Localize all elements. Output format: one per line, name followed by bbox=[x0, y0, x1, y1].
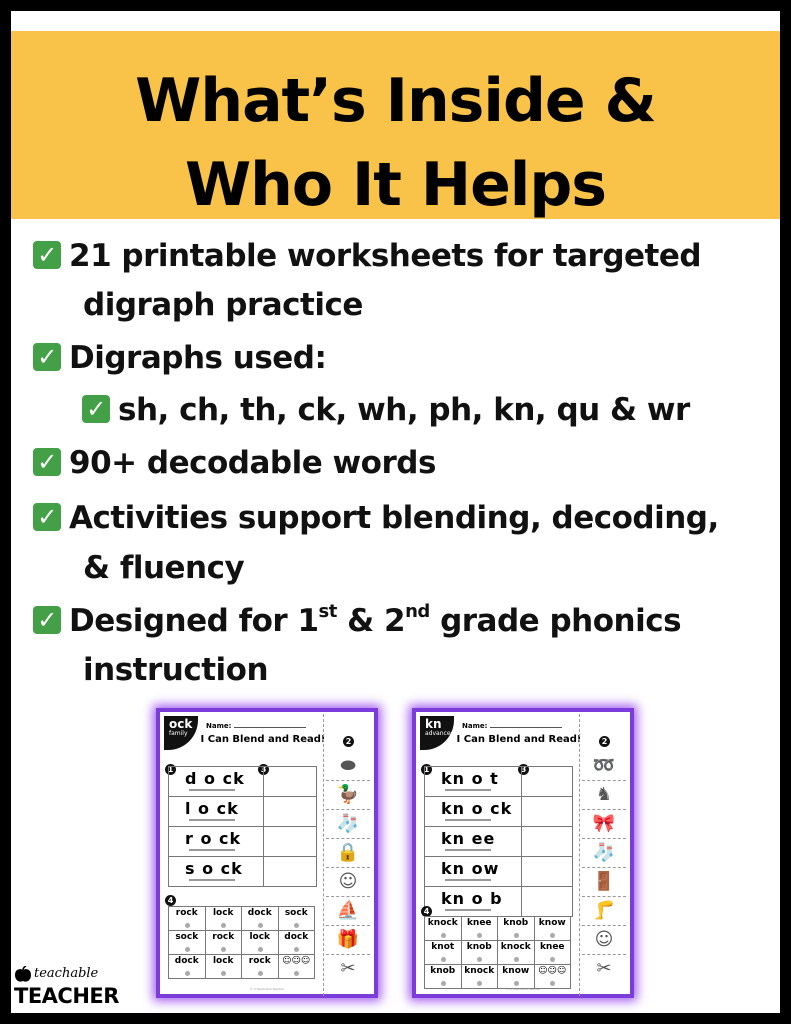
sock-icon: 🧦 bbox=[582, 839, 626, 868]
grid-dot bbox=[441, 957, 446, 962]
worksheet-title: I Can Blend and Read! bbox=[456, 734, 582, 745]
grid-dot bbox=[258, 923, 263, 928]
duck-icon: 🦆 bbox=[326, 781, 370, 810]
grid-dot bbox=[550, 981, 555, 986]
grid-dot bbox=[550, 933, 555, 938]
fluency-grid bbox=[168, 906, 315, 979]
step-2-marker: 2 bbox=[343, 736, 354, 747]
directions-text bbox=[424, 748, 584, 756]
blend-word: r o ck bbox=[185, 829, 242, 848]
green-checkmark-icon: ✓ bbox=[33, 241, 61, 269]
bullet-5-text-c: grade phonics bbox=[429, 603, 682, 639]
bullet-5 bbox=[33, 603, 681, 639]
family-badge bbox=[164, 716, 198, 750]
grid-cell: dock bbox=[242, 907, 279, 931]
cut-line bbox=[323, 714, 324, 996]
grid-dot bbox=[294, 947, 299, 952]
green-checkmark-icon: ✓ bbox=[33, 448, 61, 476]
blend-row bbox=[425, 887, 572, 916]
title-line-2: Who It Helps bbox=[184, 150, 607, 220]
grid-dot bbox=[221, 971, 226, 976]
blend-row bbox=[425, 797, 572, 827]
badge-sub-label: advanced bbox=[425, 730, 455, 737]
picture-column bbox=[582, 752, 626, 983]
grid-dot bbox=[258, 971, 263, 976]
gift-icon: 🎁 bbox=[326, 926, 370, 955]
grid-dot bbox=[221, 947, 226, 952]
blend-row bbox=[169, 797, 316, 827]
bullet-2 bbox=[33, 340, 326, 376]
grid-cell: rock bbox=[242, 955, 279, 979]
grid-dot bbox=[477, 933, 482, 938]
badge-label: kn bbox=[425, 717, 442, 731]
person-icon: ☺ bbox=[582, 926, 626, 955]
blend-word: l o ck bbox=[185, 799, 239, 818]
bullet-5-text-a: Designed for 1 bbox=[69, 603, 319, 639]
knee-icon: 🦵 bbox=[582, 897, 626, 926]
blend-row bbox=[425, 857, 572, 887]
logo-small-text: teachable bbox=[34, 966, 99, 981]
title-banner bbox=[11, 31, 780, 219]
grid-cell: knot bbox=[425, 941, 462, 965]
step-1-marker: 1 bbox=[165, 764, 176, 775]
grid-dot bbox=[514, 957, 519, 962]
person-icon: ☺ bbox=[326, 868, 370, 897]
blend-word: kn o ck bbox=[441, 799, 513, 818]
grid-cell: knob bbox=[425, 965, 462, 989]
sock-icon: 🧦 bbox=[326, 810, 370, 839]
name-field bbox=[462, 722, 562, 730]
bullet-5-text-b: & 2 bbox=[336, 603, 406, 639]
name-label: Name: bbox=[206, 722, 232, 730]
step-1-marker: 1 bbox=[421, 764, 432, 775]
grid-cell: know bbox=[498, 965, 535, 989]
grid-dot bbox=[441, 981, 446, 986]
fluency-grid bbox=[424, 916, 571, 989]
grid-cell: knee bbox=[534, 941, 571, 965]
grid-cell: knee bbox=[461, 917, 498, 941]
grid-cell: ☺☺☺ bbox=[278, 955, 315, 979]
worksheet-preview-ock bbox=[156, 708, 378, 998]
step-4-marker: 4 bbox=[165, 895, 176, 906]
bullet-5-sup-2: nd bbox=[405, 601, 430, 622]
blend-word: kn ow bbox=[441, 859, 500, 878]
blend-word: d o ck bbox=[185, 769, 245, 788]
worksheet-footer: © A Teachable Teacher bbox=[505, 987, 541, 991]
grid-cell: sock bbox=[169, 931, 206, 955]
grid-cell: knock bbox=[461, 965, 498, 989]
grid-dot bbox=[514, 981, 519, 986]
grid-dot bbox=[550, 957, 555, 962]
blend-table bbox=[424, 766, 573, 917]
scissors-icon: ✂ bbox=[596, 958, 612, 979]
bullet-2-sub-text: sh, ch, th, ck, wh, ph, kn, qu & wr bbox=[118, 392, 690, 428]
green-checkmark-icon: ✓ bbox=[82, 395, 110, 423]
grid-dot bbox=[441, 933, 446, 938]
bullet-3-text: 90+ decodable words bbox=[69, 445, 436, 481]
grid-cell: know bbox=[534, 917, 571, 941]
grid-dot bbox=[185, 971, 190, 976]
title-line-1: What’s Inside & bbox=[135, 66, 656, 136]
apple-icon bbox=[14, 966, 32, 984]
grid-cell: knock bbox=[498, 941, 535, 965]
lock-icon: 🔒 bbox=[326, 839, 370, 868]
bullet-2-text: Digraphs used: bbox=[69, 340, 327, 376]
ribbon-icon: 🎀 bbox=[582, 810, 626, 839]
grid-cell: dock bbox=[278, 931, 315, 955]
rock-icon: ⬬ bbox=[326, 752, 370, 781]
bullet-5-sup-1: st bbox=[318, 601, 337, 622]
door-icon: 🚪 bbox=[582, 868, 626, 897]
directions-text bbox=[168, 748, 328, 756]
blend-row bbox=[169, 827, 316, 857]
knot-icon: ➿ bbox=[582, 752, 626, 781]
grid-cell: knob bbox=[498, 917, 535, 941]
bullet-4-text: Activities support blending, decoding, bbox=[69, 500, 719, 536]
blend-row bbox=[425, 767, 572, 797]
name-label: Name: bbox=[462, 722, 488, 730]
grid-dot bbox=[294, 923, 299, 928]
bullet-2-sub bbox=[82, 392, 690, 428]
badge-label: ock bbox=[169, 717, 193, 731]
grid-cell: knob bbox=[461, 941, 498, 965]
worksheet-preview-kn bbox=[412, 708, 634, 998]
grid-cell: rock bbox=[205, 931, 242, 955]
name-field bbox=[206, 722, 306, 730]
family-badge bbox=[420, 716, 454, 750]
grid-dot bbox=[514, 933, 519, 938]
worksheet-footer: © A Teachable Teacher bbox=[249, 987, 285, 991]
step-2-marker: 2 bbox=[599, 736, 610, 747]
blend-row bbox=[425, 827, 572, 857]
bullet-1 bbox=[33, 238, 701, 274]
blend-table bbox=[168, 766, 317, 887]
bullet-5-cont: instruction bbox=[83, 652, 269, 688]
bullet-4-cont: & fluency bbox=[83, 550, 245, 586]
green-checkmark-icon: ✓ bbox=[33, 343, 61, 371]
grid-cell: ☺☺☺ bbox=[534, 965, 571, 989]
worksheet-title: I Can Blend and Read! bbox=[200, 734, 326, 745]
boat-icon: ⛵ bbox=[326, 897, 370, 926]
grid-dot bbox=[477, 957, 482, 962]
grid-dot bbox=[185, 923, 190, 928]
knight-icon: ♞ bbox=[582, 781, 626, 810]
scissors-icon: ✂ bbox=[340, 958, 356, 979]
bullet-1-cont: digraph practice bbox=[83, 287, 363, 323]
blend-word: kn ee bbox=[441, 829, 496, 848]
grid-dot bbox=[185, 947, 190, 952]
grid-cell: lock bbox=[205, 907, 242, 931]
green-checkmark-icon: ✓ bbox=[33, 606, 61, 634]
grid-dot bbox=[221, 923, 226, 928]
logo-big-text: TEACHER bbox=[14, 984, 119, 1008]
teachable-teacher-logo bbox=[14, 966, 119, 1012]
grid-cell: rock bbox=[169, 907, 206, 931]
grid-cell: lock bbox=[242, 931, 279, 955]
grid-cell: knock bbox=[425, 917, 462, 941]
grid-cell: dock bbox=[169, 955, 206, 979]
bullet-1-text: 21 printable worksheets for targeted bbox=[69, 238, 702, 274]
blend-word: kn o b bbox=[441, 889, 503, 908]
step-4-marker: 4 bbox=[421, 906, 432, 917]
grid-cell: lock bbox=[205, 955, 242, 979]
grid-dot bbox=[294, 971, 299, 976]
blend-word: s o ck bbox=[185, 859, 243, 878]
badge-sub-label: family bbox=[169, 730, 188, 737]
bullet-4 bbox=[33, 500, 719, 536]
blend-row bbox=[169, 767, 316, 797]
bullet-3 bbox=[33, 445, 436, 481]
picture-column bbox=[326, 752, 370, 983]
blend-word: kn o t bbox=[441, 769, 499, 788]
grid-dot bbox=[477, 981, 482, 986]
grid-cell: sock bbox=[278, 907, 315, 931]
green-checkmark-icon: ✓ bbox=[33, 503, 61, 531]
cut-line bbox=[579, 714, 580, 996]
step-3-marker: 3 bbox=[258, 764, 269, 775]
grid-dot bbox=[258, 947, 263, 952]
step-3-marker: 3 bbox=[518, 764, 529, 775]
blend-row bbox=[169, 857, 316, 886]
